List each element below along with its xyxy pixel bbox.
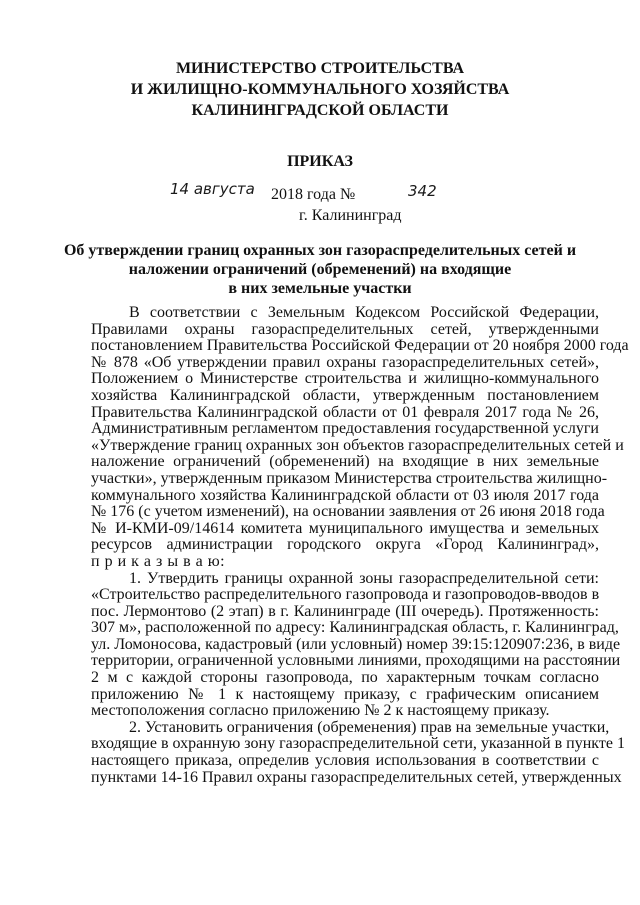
handwritten-date: 14 августа: [170, 180, 255, 198]
title-line: Об утверждении границ охранных зон газораспределительных сетей и: [63, 242, 577, 259]
body-line: входящие в охранную зону газораспределительной сети, указанной в пункте 1: [91, 735, 625, 753]
year-text: 2018 года №: [271, 186, 356, 203]
ministry-line: И ЖИЛИЩНО-КОММУНАЛЬНОГО ХОЗЯЙСТВА: [130, 81, 510, 98]
body-line: № И-КМИ-09/14614 комитета муниципального имущества и земельных: [91, 519, 599, 537]
body-line: наложение ограничений (обременений) на входящие в них земельные: [91, 453, 599, 471]
order-dateline: [170, 180, 470, 206]
body-line: 2. Установить ограничения (обременения) прав на земельные участки,: [129, 718, 610, 736]
body-line: «Утверждение границ охранных зон объектов газораспределительных сетей и: [91, 436, 624, 454]
body-line: пунктами 14-16 Правил охраны газораспределительных сетей, утвержденных: [91, 768, 622, 786]
document-body: [91, 304, 629, 786]
body-line: № 878 «Об утверждении правил охраны газораспределительных сетей»,: [91, 353, 599, 371]
body-line: Административным регламентом предоставления государственной услуги: [91, 420, 599, 438]
body-line: коммунального хозяйства Калининградской области от 03 июля 2017 года: [91, 486, 599, 504]
body-line: 307 м», расположенной по адресу: Калининградская область, г. Калининград,: [91, 619, 619, 637]
body-line: хозяйства Калининградской области, утвержденным постановлением: [91, 386, 599, 404]
body-line: п р и к а з ы в а ю:: [91, 552, 226, 570]
city-line: г. Калининград: [299, 207, 402, 224]
document-title: [0, 241, 640, 298]
body-line: постановлением Правительства Российской Федерации от 20 ноября 2000 года: [91, 337, 629, 355]
body-line: № 176 (с учетом изменений), на основании заявления от 26 июня 2018 года: [91, 503, 605, 521]
body-line: 1. Утвердить границы охранной зоны газораспределительной сети:: [129, 569, 599, 587]
body-line: участки», утвержденным приказом Министерства строительства жилищно-: [91, 469, 608, 487]
body-line: настоящего приказа, определив условия использования в соответствии с: [91, 752, 599, 770]
body-line: «Строительство распределительного газопровода и газопроводов-вводов в: [91, 586, 600, 604]
title-line: наложении ограничений (обременений) на входящие: [128, 261, 512, 278]
ministry-header: [0, 58, 640, 121]
order-label: ПРИКАЗ: [287, 153, 353, 170]
body-line: 2 м с каждой стороны газопровода, по характерным точкам согласно: [91, 669, 599, 687]
body-line: Правительства Калининградской области от 01 февраля 2017 года № 26,: [91, 403, 599, 421]
body-line: местоположения согласно приложению № 2 к настоящему приказу.: [91, 702, 550, 720]
body-line: ресурсов администрации городского округа «Город Калининград»,: [91, 536, 599, 554]
body-line: приложению № 1 к настоящему приказу, с графическим описанием: [91, 685, 599, 703]
ministry-line: МИНИСТЕРСТВО СТРОИТЕЛЬСТВА: [175, 60, 465, 77]
body-line: Положением о Министерстве строительства и жилищно-коммунального: [91, 370, 599, 388]
body-line: пос. Лермонтово (2 этап) в г. Калининграде (III очередь). Протяженность:: [91, 602, 599, 620]
ministry-line: КАЛИНИНГРАДСКОЙ ОБЛАСТИ: [191, 102, 449, 119]
handwritten-order-number: 342: [408, 182, 437, 200]
body-line: В соответствии с Земельным Кодексом Российской Федерации,: [129, 304, 599, 321]
body-line: Правилами охраны газораспределительных сетей, утвержденными: [91, 320, 599, 338]
title-line: в них земельные участки: [228, 280, 412, 297]
body-line: ул. Ломоносова, кадастровый (или условный) номер 39:15:120907:236, в виде: [91, 635, 621, 653]
body-line: территории, ограниченной условными линиями, проходящими на расстоянии: [91, 652, 621, 670]
